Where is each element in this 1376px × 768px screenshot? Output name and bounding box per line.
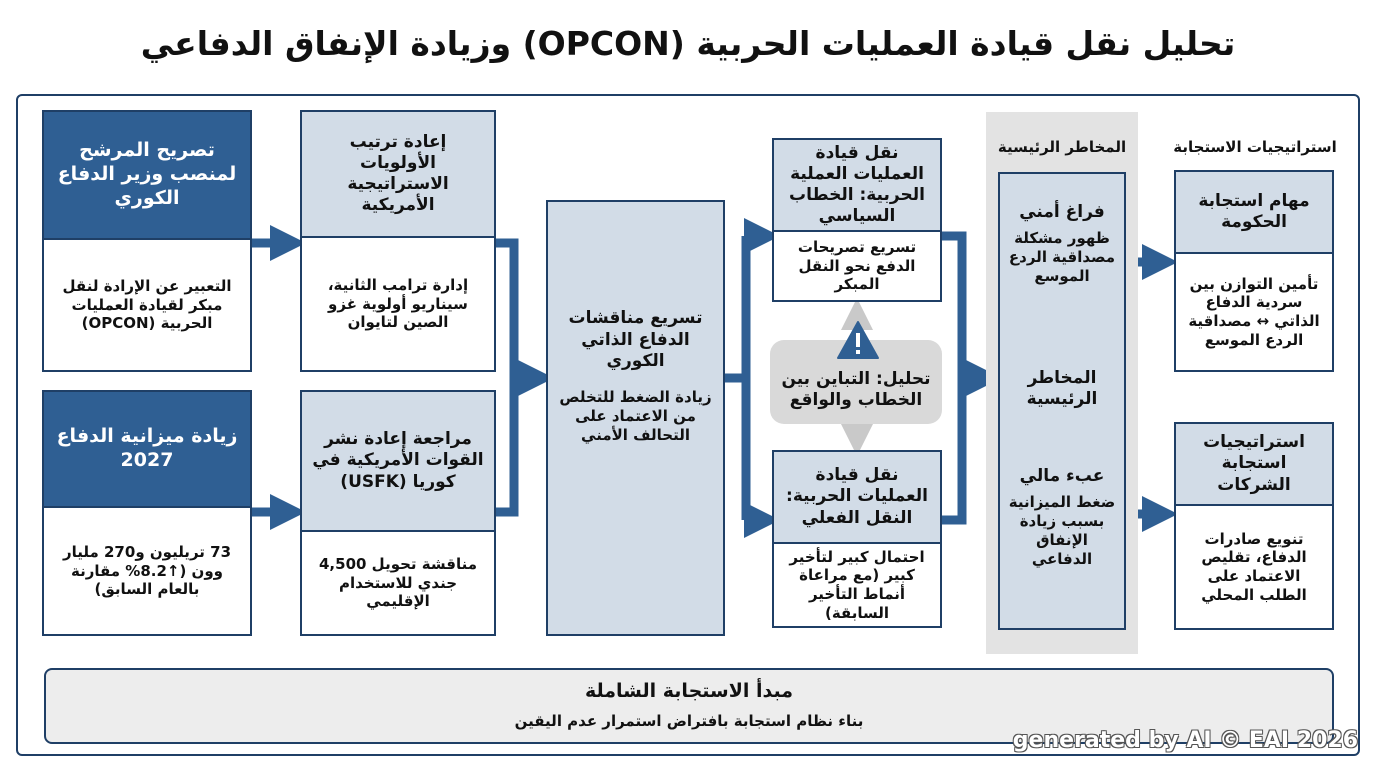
rhetoric-box xyxy=(772,138,942,302)
reality-box xyxy=(772,450,942,628)
risks-box xyxy=(998,172,1126,630)
watermark: generated by AI © EAI 2026 xyxy=(1012,728,1358,753)
self-defense-body: زيادة الضغط للتخلص من الاعتماد على التحالف الأمني xyxy=(559,388,712,444)
reality-header: نقل قيادة العمليات الحربية: النقل الفعلي xyxy=(774,452,940,544)
bracket-to-risks xyxy=(942,236,962,520)
self-defense-header: تسريع مناقشات الدفاع الذاتي الكوري xyxy=(568,308,703,371)
budget-increase-header: زيادة ميزانية الدفاع 2027 xyxy=(44,392,250,508)
rhetoric-body: تسريع تصريحات الدفع نحو النقل المبكر xyxy=(797,237,917,294)
candidate-statement-body: التعبير عن الإرادة لنقل مبكر لقيادة العمليات الحربية (OPCON) xyxy=(62,276,232,333)
risk-security-body: ظهور مشكلة مصداقية الردع الموسع xyxy=(1008,229,1116,285)
risk-financial-title: عبء مالي xyxy=(1019,466,1105,486)
strategies-heading: استراتيجيات الاستجابة xyxy=(1173,138,1337,156)
usfk-review-body: مناقشة تحويل 4,500 جندي للاستخدام الإقليمي xyxy=(319,554,477,611)
analysis-label: تحليل: التباين بين الخطاب والواقع xyxy=(781,368,931,410)
risks-heading: المخاطر الرئيسية xyxy=(997,138,1127,156)
risk-item xyxy=(1000,174,1124,324)
page-title: تحليل نقل قيادة العمليات الحربية (OPCON) وزيادة الإنفاق الدفاعي xyxy=(140,24,1236,63)
budget-increase-body: 73 تريليون و270 مليار وون (↑8.2% مقارنة بالعام السابق) xyxy=(62,542,232,599)
gov-response-box xyxy=(1174,170,1334,372)
budget-increase-box xyxy=(42,390,252,636)
reality-body: احتمال كبير لتأخير كبير (مع مراعاة أنماط التأخير السابقة) xyxy=(789,547,925,622)
warning-icon xyxy=(836,320,880,360)
bracket-col2-center xyxy=(496,243,514,512)
risk-main-title: المخاطر الرئيسية xyxy=(1026,367,1098,409)
us-priorities-box xyxy=(300,110,496,372)
risk-security-title: فراغ أمني xyxy=(1019,202,1105,222)
corp-response-box xyxy=(1174,422,1334,630)
corp-response-header: استراتيجيات استجابة الشركات xyxy=(1176,424,1332,506)
risk-financial-body: ضغط الميزانية بسبب زيادة الإنفاق الدفاعي xyxy=(1008,493,1116,568)
candidate-statement-header: تصريح المرشح لمنصب وزير الدفاع الكوري xyxy=(44,112,250,240)
us-priorities-header: إعادة ترتيب الأولويات الاستراتيجية الأمريكية xyxy=(302,112,494,238)
us-priorities-body: إدارة ترامب الثانية، سيناريو أولوية غزو الصين لتايوان xyxy=(327,275,469,332)
usfk-review-header: مراجعة إعادة نشر القوات الأمريكية في كوريا (USFK) xyxy=(302,392,494,532)
gov-response-header: مهام استجابة الحكومة xyxy=(1176,172,1332,254)
summary-subtitle: بناء نظام استجابة بافتراض استمرار عدم اليقين xyxy=(514,712,864,730)
self-defense-box xyxy=(546,200,725,636)
summary-title: مبدأ الاستجابة الشاملة xyxy=(585,680,793,702)
corp-response-body: تنويع صادرات الدفاع، تقليص الاعتماد على الطلب المحلي xyxy=(1201,529,1307,604)
risk-item xyxy=(1000,454,1124,614)
usfk-review-box xyxy=(300,390,496,636)
rhetoric-header: نقل قيادة العمليات العملية الحربية: الخطاب السياسي xyxy=(774,140,940,232)
candidate-statement-box xyxy=(42,110,252,372)
risk-item xyxy=(1000,324,1124,454)
gov-response-body: تأمين التوازن بين سردية الدفاع الذاتي ↔ مصداقية الردع الموسع xyxy=(1188,274,1320,349)
